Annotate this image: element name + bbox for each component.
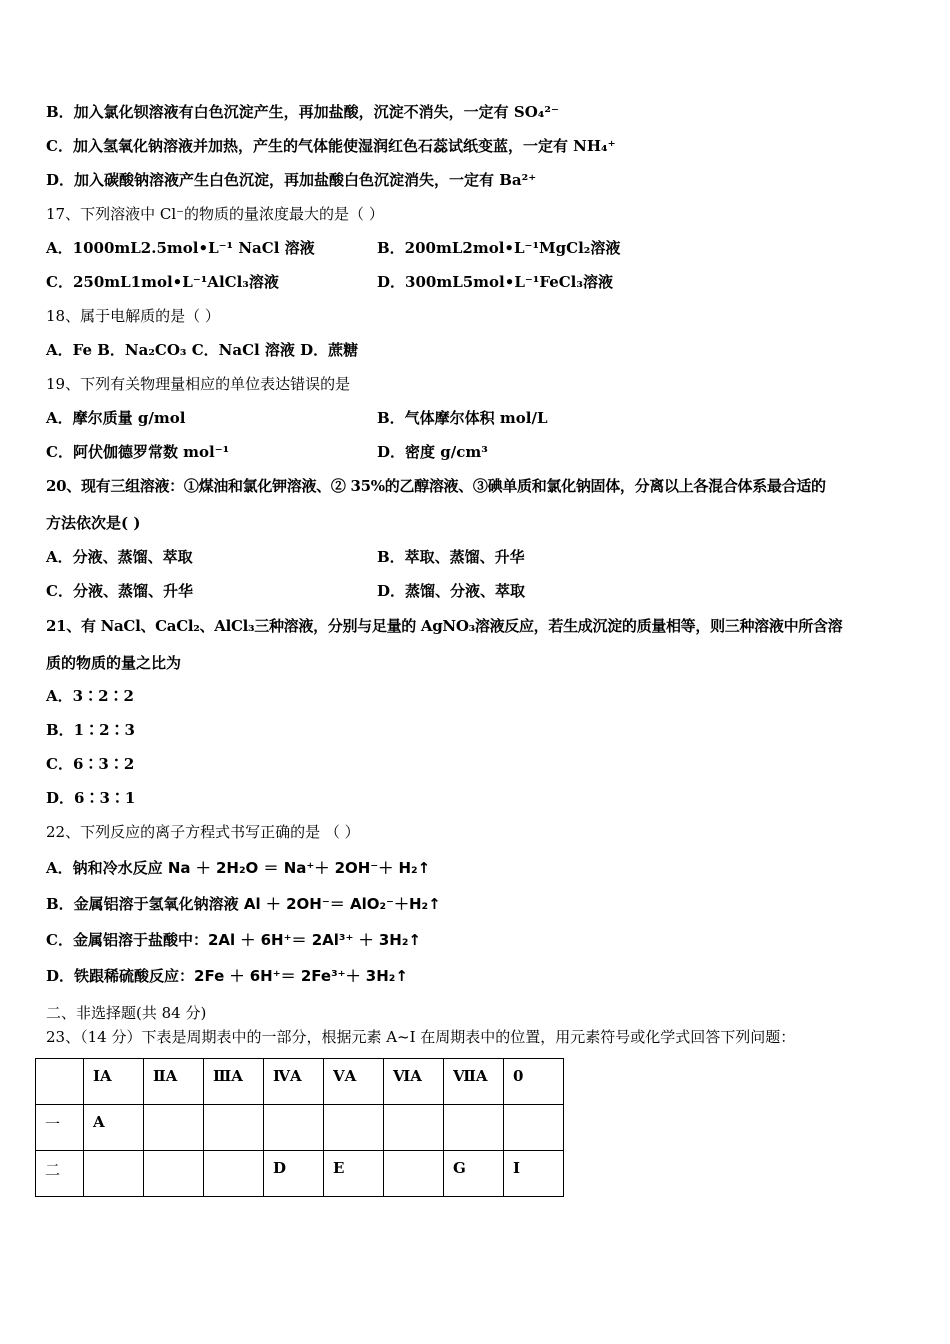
q22-option-a-label: A．钠和冷水反应 — [46, 859, 168, 877]
table-cell — [144, 1151, 204, 1197]
q23-stem: 23、（14 分）下表是周期表中的一部分，根据元素 A~I 在周期表中的位置，用元素符号或化学式回答下列问题： — [46, 1028, 796, 1046]
q22-option-b-label: B．金属铝溶于氢氧化钠溶液 — [46, 895, 244, 913]
q22-option-a — [46, 858, 430, 878]
q21-option-a: A．3∶2∶2 — [46, 687, 134, 705]
q22-option-c — [46, 930, 421, 950]
q21-option-d: D．6∶3∶1 — [46, 789, 136, 807]
table-header-cell: ⅦA — [444, 1059, 504, 1105]
table-cell — [324, 1105, 384, 1151]
table-header-cell: ⅠA — [84, 1059, 144, 1105]
table-cell — [504, 1105, 564, 1151]
q20-stem-line2: 方法依次是( ) — [46, 514, 141, 532]
table-header-cell — [36, 1059, 84, 1105]
q22-stem: 22、下列反应的离子方程式书写正确的是 （ ） — [46, 823, 360, 841]
q21-stem-line1: 21、有 NaCl、CaCl₂、AlCl₃三种溶液，分别与足量的 AgNO₃溶液反应，若生成沉淀的质量相等，则三种溶液中所含溶 — [46, 617, 843, 635]
q17-option-c: C．250mL1mol•L⁻¹AlCl₃溶液 — [46, 273, 279, 291]
q16-option-c: C．加入氢氧化钠溶液并加热，产生的气体能使湿润红色石蕊试纸变蓝，一定有 NH₄⁺ — [46, 137, 616, 155]
q20-option-a: A．分液、蒸馏、萃取 — [46, 548, 193, 566]
q17-option-d: D．300mL5mol•L⁻¹FeCl₃溶液 — [377, 273, 613, 291]
table-header-cell: ⅤA — [324, 1059, 384, 1105]
table-header-cell: ⅡA — [144, 1059, 204, 1105]
table-cell: 二 — [36, 1151, 84, 1197]
q16-option-d: D．加入碳酸钠溶液产生白色沉淀，再加盐酸白色沉淀消失，一定有 Ba²⁺ — [46, 171, 537, 189]
table-header-cell: ⅥA — [384, 1059, 444, 1105]
table-cell — [384, 1151, 444, 1197]
q22-option-d-equation: 2Fe ＋ 6H⁺＝ 2Fe³⁺＋ 3H₂↑ — [194, 967, 408, 985]
section-2-heading: 二、非选择题(共 84 分) — [46, 1004, 207, 1022]
q22-option-c-label: C．金属铝溶于盐酸中： — [46, 931, 208, 949]
q21-option-b: B．1∶2∶3 — [46, 721, 135, 739]
table-cell: A — [84, 1105, 144, 1151]
q22-option-c-equation: 2Al ＋ 6H⁺＝ 2Al³⁺ ＋ 3H₂↑ — [207, 931, 421, 949]
table-cell: D — [264, 1151, 324, 1197]
q19-option-d: D．密度 g/cm³ — [377, 443, 488, 461]
q18-options: A．Fe B．Na₂CO₃ C．NaCl 溶液 D．蔗糖 — [46, 341, 359, 359]
table-cell — [444, 1105, 504, 1151]
q20-stem-line1: 20、现有三组溶液：①煤油和氯化钾溶液、② 35%的乙醇溶液、③碘单质和氯化钠固体，分离以上各混合体系最合适的 — [46, 477, 826, 495]
q21-option-c: C．6∶3∶2 — [46, 755, 135, 773]
table-header-cell: ⅣA — [264, 1059, 324, 1105]
table-header-cell: 0 — [504, 1059, 564, 1105]
q22-option-b-equation: Al ＋ 2OH⁻＝ AlO₂⁻＋H₂↑ — [243, 895, 441, 913]
q22-option-a-equation: Na ＋ 2H₂O ＝ Na⁺＋ 2OH⁻＋ H₂↑ — [167, 859, 431, 877]
q22-option-d-label: D．铁跟稀硫酸反应： — [46, 967, 195, 985]
q22-option-b — [46, 894, 441, 914]
table-cell — [204, 1151, 264, 1197]
table-cell: G — [444, 1151, 504, 1197]
table-cell: E — [324, 1151, 384, 1197]
table-cell: I — [504, 1151, 564, 1197]
table-cell: 一 — [36, 1105, 84, 1151]
table-row — [36, 1151, 564, 1197]
q17-option-a: A．1000mL2.5mol•L⁻¹ NaCl 溶液 — [46, 239, 315, 257]
table-row — [36, 1105, 564, 1151]
table-cell — [384, 1105, 444, 1151]
q19-option-b: B．气体摩尔体积 mol/L — [377, 409, 548, 427]
q22-option-d — [46, 966, 408, 986]
table-header-row — [36, 1059, 564, 1105]
q19-option-c: C．阿伏伽德罗常数 mol⁻¹ — [46, 443, 230, 461]
table-cell — [144, 1105, 204, 1151]
q19-stem: 19、下列有关物理量相应的单位表达错误的是 — [46, 375, 351, 393]
q20-option-b: B．萃取、蒸馏、升华 — [377, 548, 525, 566]
q18-stem: 18、属于电解质的是（ ） — [46, 307, 220, 325]
table-cell — [84, 1151, 144, 1197]
q16-option-b: B．加入氯化钡溶液有白色沉淀产生，再加盐酸，沉淀不消失，一定有 SO₄²⁻ — [46, 103, 559, 121]
table-cell — [264, 1105, 324, 1151]
q17-option-b: B．200mL2mol•L⁻¹MgCl₂溶液 — [377, 239, 621, 257]
q19-option-a: A．摩尔质量 g/mol — [46, 409, 186, 427]
table-cell — [204, 1105, 264, 1151]
q17-stem: 17、下列溶液中 Cl⁻的物质的量浓度最大的是（ ） — [46, 205, 384, 223]
periodic-table — [35, 1058, 564, 1197]
q21-stem-line2: 质的物质的量之比为 — [46, 654, 182, 672]
q20-option-c: C．分液、蒸馏、升华 — [46, 582, 193, 600]
q20-option-d: D．蒸馏、分液、萃取 — [377, 582, 526, 600]
table-header-cell: ⅢA — [204, 1059, 264, 1105]
